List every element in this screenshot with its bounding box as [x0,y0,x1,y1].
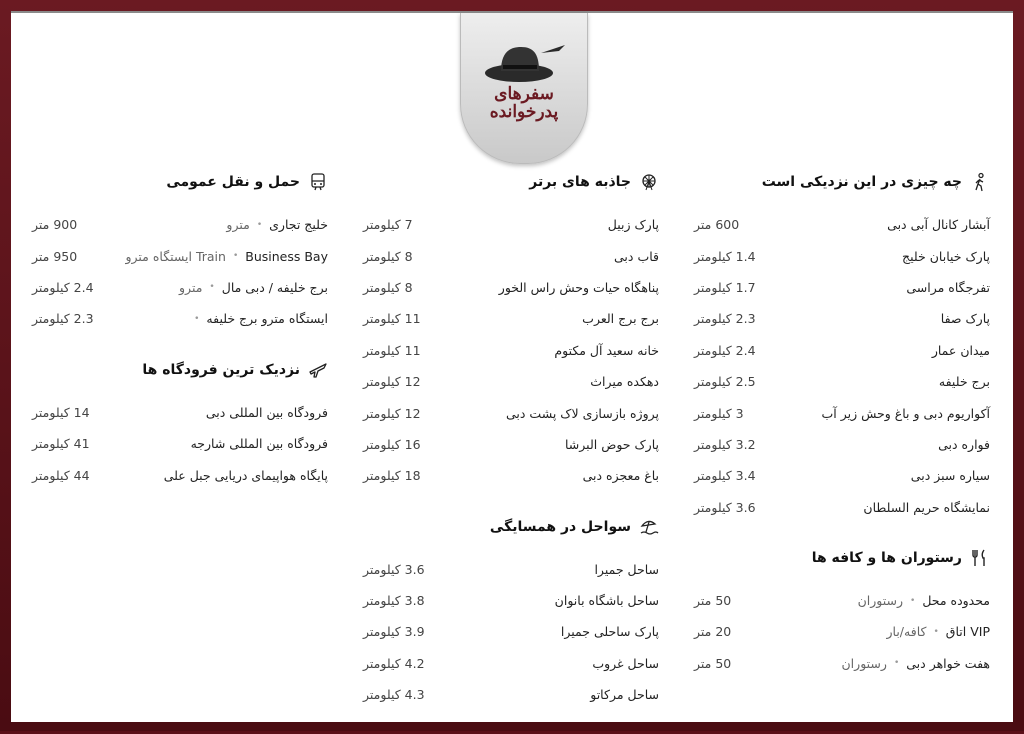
section-airports [32,359,328,491]
distance: 41 کیلومتر [32,436,90,452]
distance: 3.2 کیلومتر [694,436,756,452]
list-item [694,429,990,460]
distance: 11 کیلومتر [363,342,421,358]
place-name: آکواریوم دبی و باغ وحش زیر آب [821,405,990,421]
list-item [32,459,328,490]
list-item [363,366,659,397]
place-label: خلیج تجاری [269,217,328,233]
distance: 2.4 کیلومتر [32,279,94,295]
place-label: هفت خواهر دبی [906,655,990,671]
distance: 12 کیلومتر [363,405,421,421]
section-header [363,171,659,193]
list-item [694,397,990,428]
separator-dot: • [209,282,215,293]
place-type: رستوران [857,593,903,609]
list-item [32,303,328,334]
place-name: پارک حوض البرشا [565,436,659,452]
section-title: حمل و نقل عمومی [166,174,300,190]
place-name: دهکده میراث [590,374,659,390]
place-name [886,624,990,639]
distance: 3.6 کیلومتر [694,499,756,515]
place-name: باغ معجزه دبی [582,468,659,484]
place-label: برج خلیفه / دبی مال [221,279,328,295]
place-name: فواره دبی [938,436,990,452]
content-page [11,11,1013,722]
place-name: پارک ساحلی جمیرا [560,624,659,640]
walking-person-icon [970,172,990,192]
list-item [694,366,990,397]
list-item [694,209,990,240]
distance: 2.5 کیلومتر [694,374,756,390]
section-restaurants [694,547,990,679]
distance: 2.3 کیلومتر [32,311,94,327]
distance: 7 کیلومتر [363,217,413,233]
distance: 8 کیلومتر [363,279,413,295]
place-name: تفرجگاه مراسی [906,279,990,295]
list-item [32,240,328,271]
list-item [363,679,659,710]
ferris-wheel-icon [639,172,659,192]
logo-text [461,85,587,121]
place-name: ساحل غروب [592,655,659,671]
list-item [694,616,990,647]
place-name: فرودگاه بین المللی دبی [205,404,328,420]
section-title: جاذبه های برتر [529,174,631,190]
distance: 900 متر [32,217,78,233]
column-middle [363,171,659,734]
column-left [32,171,328,515]
airports-list [32,397,328,491]
section-title: رستوران ها و کافه ها [811,549,962,566]
distance: 4.2 کیلومتر [363,655,425,671]
list-item [32,272,328,303]
place-name: خانه سعید آل مکتوم [554,342,659,358]
distance: 4.3 کیلومتر [363,687,425,703]
list-item [363,648,659,679]
list-item [363,303,659,334]
list-item [363,616,659,647]
place-label: ایستگاه مترو برج خلیفه [206,311,328,327]
place-name [858,593,990,608]
distance: 2.4 کیلومتر [694,342,756,358]
place-name: آبشار کانال آبی دبی [887,217,990,233]
section-title: چه چیزی در این نزدیکی است [761,174,962,190]
place-name: پناهگاه حیات وحش راس الخور [498,279,659,295]
place-name: پروژه بازسازی لاک پشت دبی [505,405,659,421]
distance: 3.4 کیلومتر [694,468,756,484]
section-header [694,547,990,569]
place-name: پارک زبیل [607,217,659,233]
distance: 3.6 کیلومتر [363,561,425,577]
section-transit [32,171,328,335]
attractions-list [363,209,659,492]
place-name [226,217,328,232]
list-item [363,209,659,240]
list-item [694,585,990,616]
distance: 950 متر [32,248,78,264]
distance: 14 کیلومتر [32,404,90,420]
distance: 18 کیلومتر [363,468,421,484]
nearby-list [694,209,990,523]
place-name: سیاره سبز دبی [910,468,990,484]
distance: 44 کیلومتر [32,467,90,483]
fork-knife-icon [970,548,990,568]
distance: 16 کیلومتر [363,436,421,452]
place-type: Train ایستگاه مترو [125,248,226,264]
list-item [694,460,990,491]
distance: 2.3 کیلومتر [694,311,756,327]
list-item [694,492,990,523]
place-label: VIP اتاق [945,624,990,640]
section-header [32,359,328,381]
list-item [694,240,990,271]
list-item [363,585,659,616]
place-name: میدان عمار [931,342,990,358]
distance: 1.7 کیلومتر [694,279,756,295]
list-item [363,272,659,303]
section-attractions [363,171,659,492]
list-item [363,240,659,271]
distance: 3.9 کیلومتر [363,624,425,640]
list-item [694,303,990,334]
airplane-icon [308,360,328,380]
distance: 1.4 کیلومتر [694,248,756,264]
train-icon [308,172,328,192]
place-name: فرودگاه بین المللی شارجه [190,436,328,452]
place-name: پارک خیابان خلیج [902,248,990,264]
list-item [363,460,659,491]
section-beaches [363,516,659,711]
section-header [363,516,659,538]
place-label: Business Bay [245,248,328,264]
brand-logo[interactable] [460,13,588,164]
list-item [694,335,990,366]
list-item [363,429,659,460]
list-item [32,397,328,428]
place-name: ساحل جمیرا [594,561,659,577]
distance: 20 متر [694,624,732,640]
separator-dot: • [933,626,939,637]
distance: 50 متر [694,593,732,609]
logo-line-2: پدرخوانده [489,102,559,122]
place-name: برج برج العرب [582,311,659,327]
place-name: ساحل باشگاه بانوان [554,593,659,609]
section-title: نزدیک ترین فرودگاه ها [142,361,300,378]
list-item [694,272,990,303]
column-right [694,171,990,703]
place-name [125,249,328,264]
place-type: رستوران [841,655,887,671]
place-name: پایگاه هواپیمای دریایی جبل علی [163,467,328,483]
place-type: مترو [226,217,250,233]
distance: 600 متر [694,217,740,233]
list-item [32,428,328,459]
distance: 11 کیلومتر [363,311,421,327]
list-item [363,554,659,585]
place-type: کافه/بار [886,624,927,640]
section-title: سواحل در همسایگی [489,518,631,535]
place-name: برج خلیفه [938,374,990,390]
distance: 3 کیلومتر [694,405,744,421]
place-name [191,311,328,326]
place-name: قاب دبی [614,248,659,264]
beach-umbrella-icon [639,517,659,537]
distance: 8 کیلومتر [363,248,413,264]
place-name: ساحل مرکاتو [590,687,659,703]
place-label: محدوده محل [922,593,990,609]
section-header [32,171,328,193]
list-item [363,397,659,428]
logo-line-1: سفرهای [494,84,554,104]
section-nearby [694,171,990,523]
place-name: نمایشگاه حریم السلطان [863,499,990,515]
separator-dot: • [910,595,916,606]
separator-dot: • [893,658,900,669]
place-name [179,280,328,295]
transit-list [32,209,328,335]
distance: 3.8 کیلومتر [363,593,425,609]
beaches-list [363,554,659,711]
restaurants-list [694,585,990,679]
place-name [842,656,991,671]
separator-dot: • [232,251,239,262]
section-header [694,171,990,193]
place-name: پارک صفا [940,311,990,327]
list-item [694,648,990,679]
list-item [32,209,328,240]
list-item [363,335,659,366]
distance: 12 کیلومتر [363,374,421,390]
separator-dot: • [194,313,200,324]
separator-dot: • [256,219,263,230]
place-type: مترو [179,279,203,295]
hat-icon [479,35,569,85]
distance: 50 متر [694,655,732,671]
